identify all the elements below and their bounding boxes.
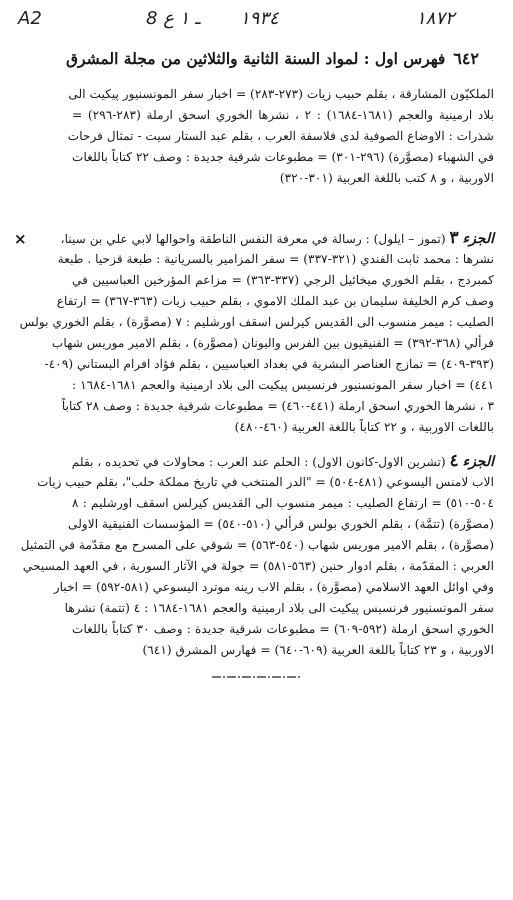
handwritten-annotations (18, 6, 495, 36)
text-line: ٣ ، نشرها الخوري اسحق ارملة (٤٤١-٤٦٠) = مطبوعات شرقية جديدة : وصف ٢٨ كتاباً (61, 399, 494, 413)
text-line (72, 451, 494, 472)
text-line: نشرها : محمد ثابت الفندي (٣٢١-٣٣٧) = سفر المزامير بالسريانية : طبعة قزحيا . طبعة (57, 252, 494, 266)
text-line: كمبردج ، بقلم الخوري ميخائيل الرجي (٣٣٧-٣٦٣) = مزاعم المؤرخين العباسيين في (72, 273, 494, 287)
text-line: الاوربية ، و ٢٣ كتاباً باللغة العربية (٦٠٩-٦٤٠) = فهارس المشرق (٦٤١) (142, 643, 494, 657)
text-line: شذرات : الاوضاع الصوفية لدى فلاسفة العرب ، بقلم عبد الستار سيت - تمثال فرحات (67, 129, 494, 143)
text-line: وصف كرم الخليفة سليمان بن عبد الملك الاموي ، بقلم حبيب زيات (٣٦٣-٣٦٧) = ارتفاع (56, 294, 494, 308)
text-line: (٣٩٣-٤٠٩) = تمازج العناصر البشرية في بغداد العباسيين ، بقلم فؤاد افرام البستاني (٤٠٩- (44, 357, 494, 371)
text-line: قرألي (٣٦٨-٣٩٢) = الفنيقيون بين الفرس واليونان (مصوَّرة) ، بقلم الامير موريس شهاب (51, 336, 494, 350)
side-mark: × (14, 230, 27, 248)
text-segment: (تموز – ايلول) : رسالة في معرفة النفس الناطقة واحوالها لابي علي بن سينا، (60, 232, 446, 246)
text-segment: (تشرين الاول-كانون الاول) : الحلم عند العرب : محاولات في تحديده ، بقلم (71, 455, 446, 469)
text-line: العربي : المقدّمة ، بقلم ادوار حنين (٥٦٣-٥٨١) = جولة في الآثار السورية ، في العهد المسيحي (22, 559, 494, 573)
section-part-4 (20, 451, 494, 661)
text-line: الصليب : ميمر منسوب الى القديس كيرلس اسقف اورشليم : ٧ (مصوَّرة) ، بقلم الخوري بولس (19, 315, 494, 329)
part-label: الجزء (462, 454, 494, 470)
section-part-3 (19, 228, 494, 438)
closing-ornament (212, 672, 302, 682)
page-title: فهرس اول : لمواد السنة الثانية والثلاثين من مجلة المشرق (66, 48, 446, 68)
part-label: الجزء (462, 231, 494, 247)
handwritten-year: ١٩٣٤ (240, 8, 279, 29)
page-header (66, 38, 479, 78)
text-line: ٤٤١) = اخبار سفر المونسنيور فرنسيس پيكيت الى بلاد ارمينية والعجم ١٦٨١-١٦٨٤ : (72, 378, 494, 392)
text-line: وفي اوائل العهد الاسلامي (مصوَّرة) ، بقلم الاب رينه موترد اليسوعي (٥٨١-٥٩٢) = اخبار (53, 580, 494, 594)
handwritten-number: ١٨٧٢ (416, 8, 455, 29)
part-number: ٤ (449, 451, 459, 471)
text-line: باللغات الاوربية ، و ٢٢ كتاباً باللغة العربية (٤٦٠-٤٨٠) (234, 420, 494, 434)
text-line: بلاد ارمينية والعجم (١٦٨١-١٦٨٤) : ٢ ، نشرها الخوري اسحق ارملة (٢٨٣-٢٩٦) = (72, 108, 494, 122)
text-line: في الشهباء (مصوَّرة) (٢٩٦-٣٠١) = مطبوعات شرقية جديدة : وصف ٢٢ كتاباً باللغات (72, 150, 494, 164)
text-line: الخوري اسحق ارملة (٥٩٢-٦٠٩) = مطبوعات شرقية جديدة : وصف ٣٠ كتاباً باللغات (72, 622, 494, 636)
text-line: (مصوَّرة) (تتمَّة) ، بقلم الخوري بولس قرألي (٥١٠-٥٤٠) = المؤسسات الفنيقية الاولى (68, 517, 494, 531)
text-line (60, 228, 494, 249)
text-line: ٥٠٤-٥١٠) = ارتفاع الصليب : ميمر منسوب الى القديس كيرلس اسقف اورشليم : ٨ (72, 496, 494, 510)
text-line: سفر المونسنيور فرنسيس پيكيت الى بلاد ارمينية والعجم ١٦٨١-١٦٨٤ : ٤ (تتمة) نشرها (64, 601, 494, 615)
text-line: الاوربية ، و ٨ كتب باللغة العربية (٣٠١-٣٢٠) (279, 171, 494, 185)
part-number: ٣ (449, 228, 459, 248)
text-line: الملكيّون المشارقة ، بقلم حبيب زيات (٢٧٣-٢٨٣) = اخبار سفر المونسنيور پيكيت الى (68, 87, 494, 101)
text-line: (مصوَّرة) ، بقلم الامير موريس شهاب (٥٤٠-٥٦٣) = شوقي على المسرح مع مقدّمة في التمثيل (20, 538, 494, 552)
section-continuation (67, 84, 494, 189)
handwritten-volume: 8 ـ ١ ع (146, 8, 201, 29)
handwritten-code: A2 (18, 8, 42, 29)
page-number: ٦٤٢ (453, 48, 479, 68)
text-line: الاب لامنس اليسوعي (٤٨١-٥٠٤) = "الدر المنتخب في تاريخ مملكة حلب"، بقلم حبيب زيات (37, 475, 494, 489)
